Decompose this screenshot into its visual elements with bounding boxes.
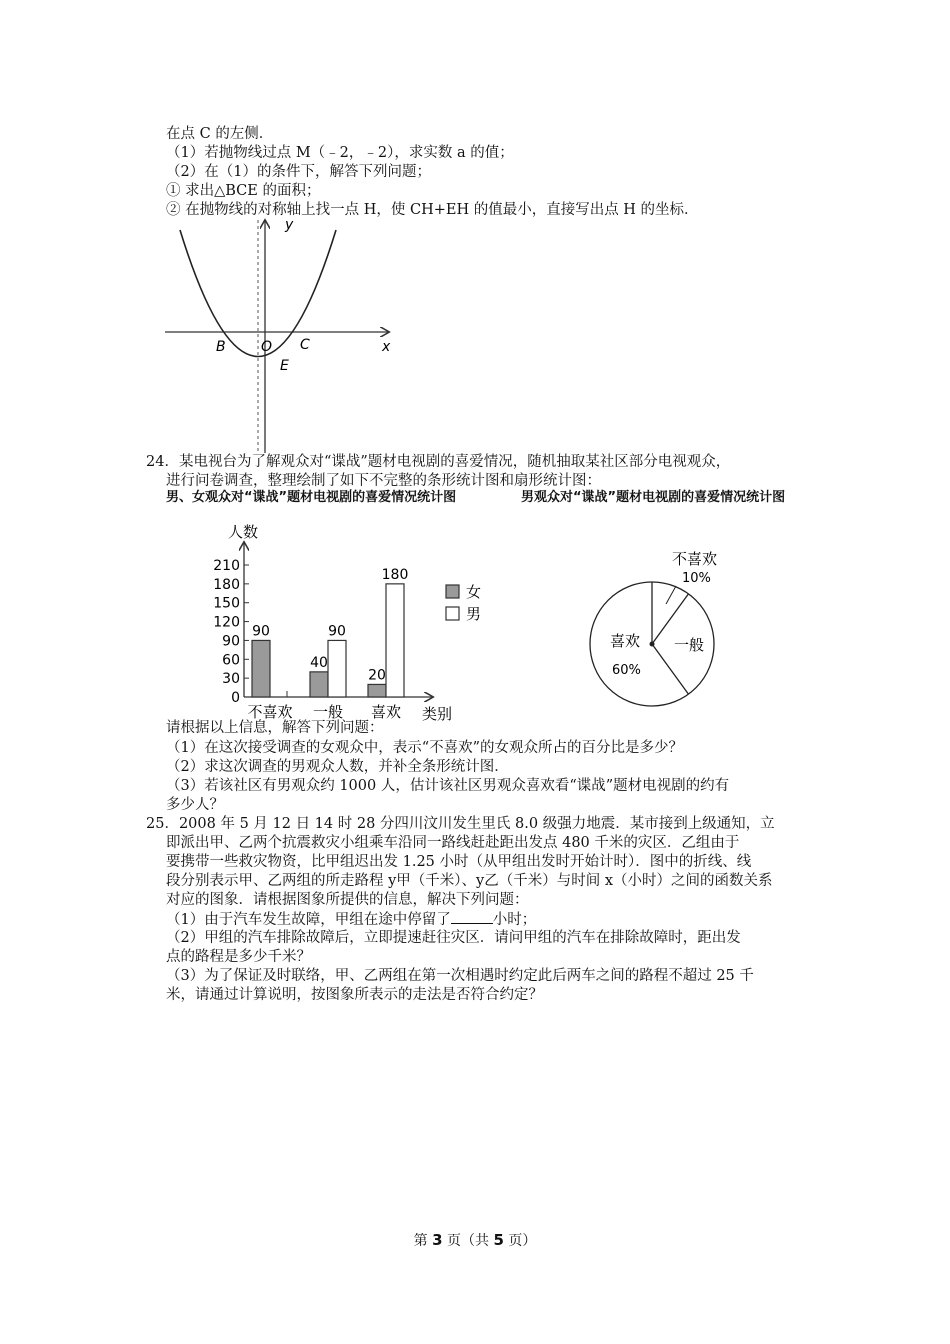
legend-swatch	[446, 607, 459, 620]
q25-question-1-text: （1）由于汽车发生故障，甲组在途中停留了	[166, 912, 451, 928]
origin-label: O	[261, 339, 273, 355]
bar-chart	[210, 515, 500, 725]
q25-line-1: 25．2008 年 5 月 12 日 14 时 28 分四川汶川发生里氏 8.0 级强力地震．某市接到上级通知，立	[146, 816, 775, 832]
bar-female	[310, 672, 328, 697]
pie-center-dot	[650, 642, 655, 647]
y-tick-label: 90	[222, 633, 240, 650]
y-tick-label: 210	[213, 558, 240, 574]
q25-question-3: （3）为了保证及时联络，甲、乙两组在第一次相遇时约定此后两车之间的路程不超过 25 千	[166, 968, 754, 984]
y-tick-label: 150	[213, 595, 240, 612]
point-b-label: B	[216, 339, 226, 355]
pie-value-dislike: 10%	[682, 571, 711, 586]
q24-line-1: 24．某电视台为了解观众对“谍战”题材电视剧的喜爱情况，随机抽取某社区部分电视观众，	[146, 454, 731, 470]
category-label: 一般	[312, 703, 344, 721]
footer-suffix: 页）	[503, 1233, 537, 1249]
bar-y-label: 人数	[228, 523, 259, 541]
q25-line-5: 对应的图象．请根据图象所提供的信息，解决下列问题：	[166, 892, 529, 908]
pie-label-average: 一般	[674, 636, 705, 654]
bar-value-label: 90	[328, 623, 346, 640]
pie-value-like: 60%	[612, 663, 641, 678]
legend-label: 女	[466, 583, 482, 601]
bar-male	[386, 584, 404, 697]
bar-value-label: 40	[310, 654, 328, 671]
legend-swatch	[446, 585, 459, 598]
y-axis-label: y	[285, 217, 294, 233]
q25-question-2-cont: 点的路程是多少千米？	[166, 949, 311, 965]
q24-line-2: 进行问卷调查，整理绘制了如下不完整的条形统计图和扇形统计图：	[166, 473, 601, 489]
point-e-label: E	[280, 358, 289, 374]
q25-question-2: （2）甲组的汽车排除故障后，立即提速赶往灾区．请问甲组的汽车在排除故障时，距出发	[166, 930, 741, 946]
point-c-label: C	[300, 337, 310, 353]
y-tick-label: 30	[222, 671, 240, 688]
category-label: 不喜欢	[247, 703, 293, 721]
parabola-graph	[160, 215, 400, 455]
bar-chart-title: 男、女观众对“谍战”题材电视剧的喜爱情况统计图	[166, 490, 457, 505]
q25-line-3: 要携带一些救灾物资，比甲组迟出发 1.25 小时（从甲组出发时开始计时）．图中的折线、线	[166, 854, 752, 870]
q24-question-3-cont: 多少人？	[166, 797, 224, 813]
pie-label-like: 喜欢	[610, 632, 641, 650]
pie-leader-line	[666, 586, 676, 604]
q23-line-1: 在点 C 的左侧．	[166, 126, 274, 142]
q23-line-3: （2）在（1）的条件下，解答下列问题；	[166, 164, 431, 180]
category-label: 喜欢	[370, 703, 402, 721]
bar-value-label: 90	[252, 623, 270, 640]
footer-middle: 页（共	[442, 1233, 494, 1249]
footer-prefix: 第	[413, 1233, 433, 1249]
q23-line-5: ② 在抛物线的对称轴上找一点 H，使 CH+EH 的值最小，直接写出点 H 的坐标．	[166, 202, 699, 218]
y-tick-label: 0	[231, 690, 240, 706]
q24-question-intro: 请根据以上信息，解答下列问题：	[166, 720, 384, 736]
q23-line-2: （1）若抛物线过点 M（﹣2，﹣2），求实数 a 的值；	[166, 145, 514, 161]
bar-female	[252, 640, 270, 697]
q24-question-3: （3）若该社区有男观众约 1000 人，估计该社区男观众喜欢看“谍战”题材电视剧的约有	[166, 778, 730, 794]
bar-female	[368, 684, 386, 697]
legend-label: 男	[466, 605, 482, 623]
footer-total-pages: 5	[493, 1231, 504, 1249]
x-axis-label: x	[382, 339, 391, 355]
q23-line-4: ① 求出△BCE 的面积；	[166, 183, 321, 199]
y-tick-label: 180	[213, 576, 240, 593]
y-tick-label: 120	[213, 614, 240, 631]
q25-line-4: 段分别表示甲、乙两组的所走路程 y甲（千米）、y乙（千米）与时间 x（小时）之间的函数关系	[166, 873, 773, 889]
page-footer	[0, 1230, 950, 1250]
pie-chart	[580, 540, 750, 710]
q25-question-1-unit: 小时；	[492, 912, 537, 928]
pie-label-dislike: 不喜欢	[672, 550, 718, 568]
q24-question-1: （1）在这次接受调查的女观众中，表示“不喜欢”的女观众所占的百分比是多少？	[166, 740, 684, 756]
y-tick-label: 60	[222, 652, 240, 669]
bar-x-label: 类别	[422, 705, 453, 723]
bar-male	[328, 640, 346, 697]
footer-page-number: 3	[432, 1231, 443, 1249]
q24-question-2: （2）求这次调查的男观众人数，并补全条形统计图．	[166, 759, 509, 775]
bar-value-label: 20	[368, 667, 386, 684]
answer-blank[interactable]	[451, 909, 493, 924]
q25-line-2: 即派出甲、乙两个抗震救灾小组乘车沿同一路线赶赴距出发点 480 千米的灾区．乙组由于	[166, 835, 740, 851]
pie-chart-title: 男观众对“谍战”题材电视剧的喜爱情况统计图	[521, 490, 786, 505]
q25-question-3-cont: 米，请通过计算说明，按图象所表示的走法是否符合约定？	[166, 987, 543, 1003]
bar-value-label: 180	[381, 566, 409, 583]
q25-question-1	[166, 909, 536, 930]
